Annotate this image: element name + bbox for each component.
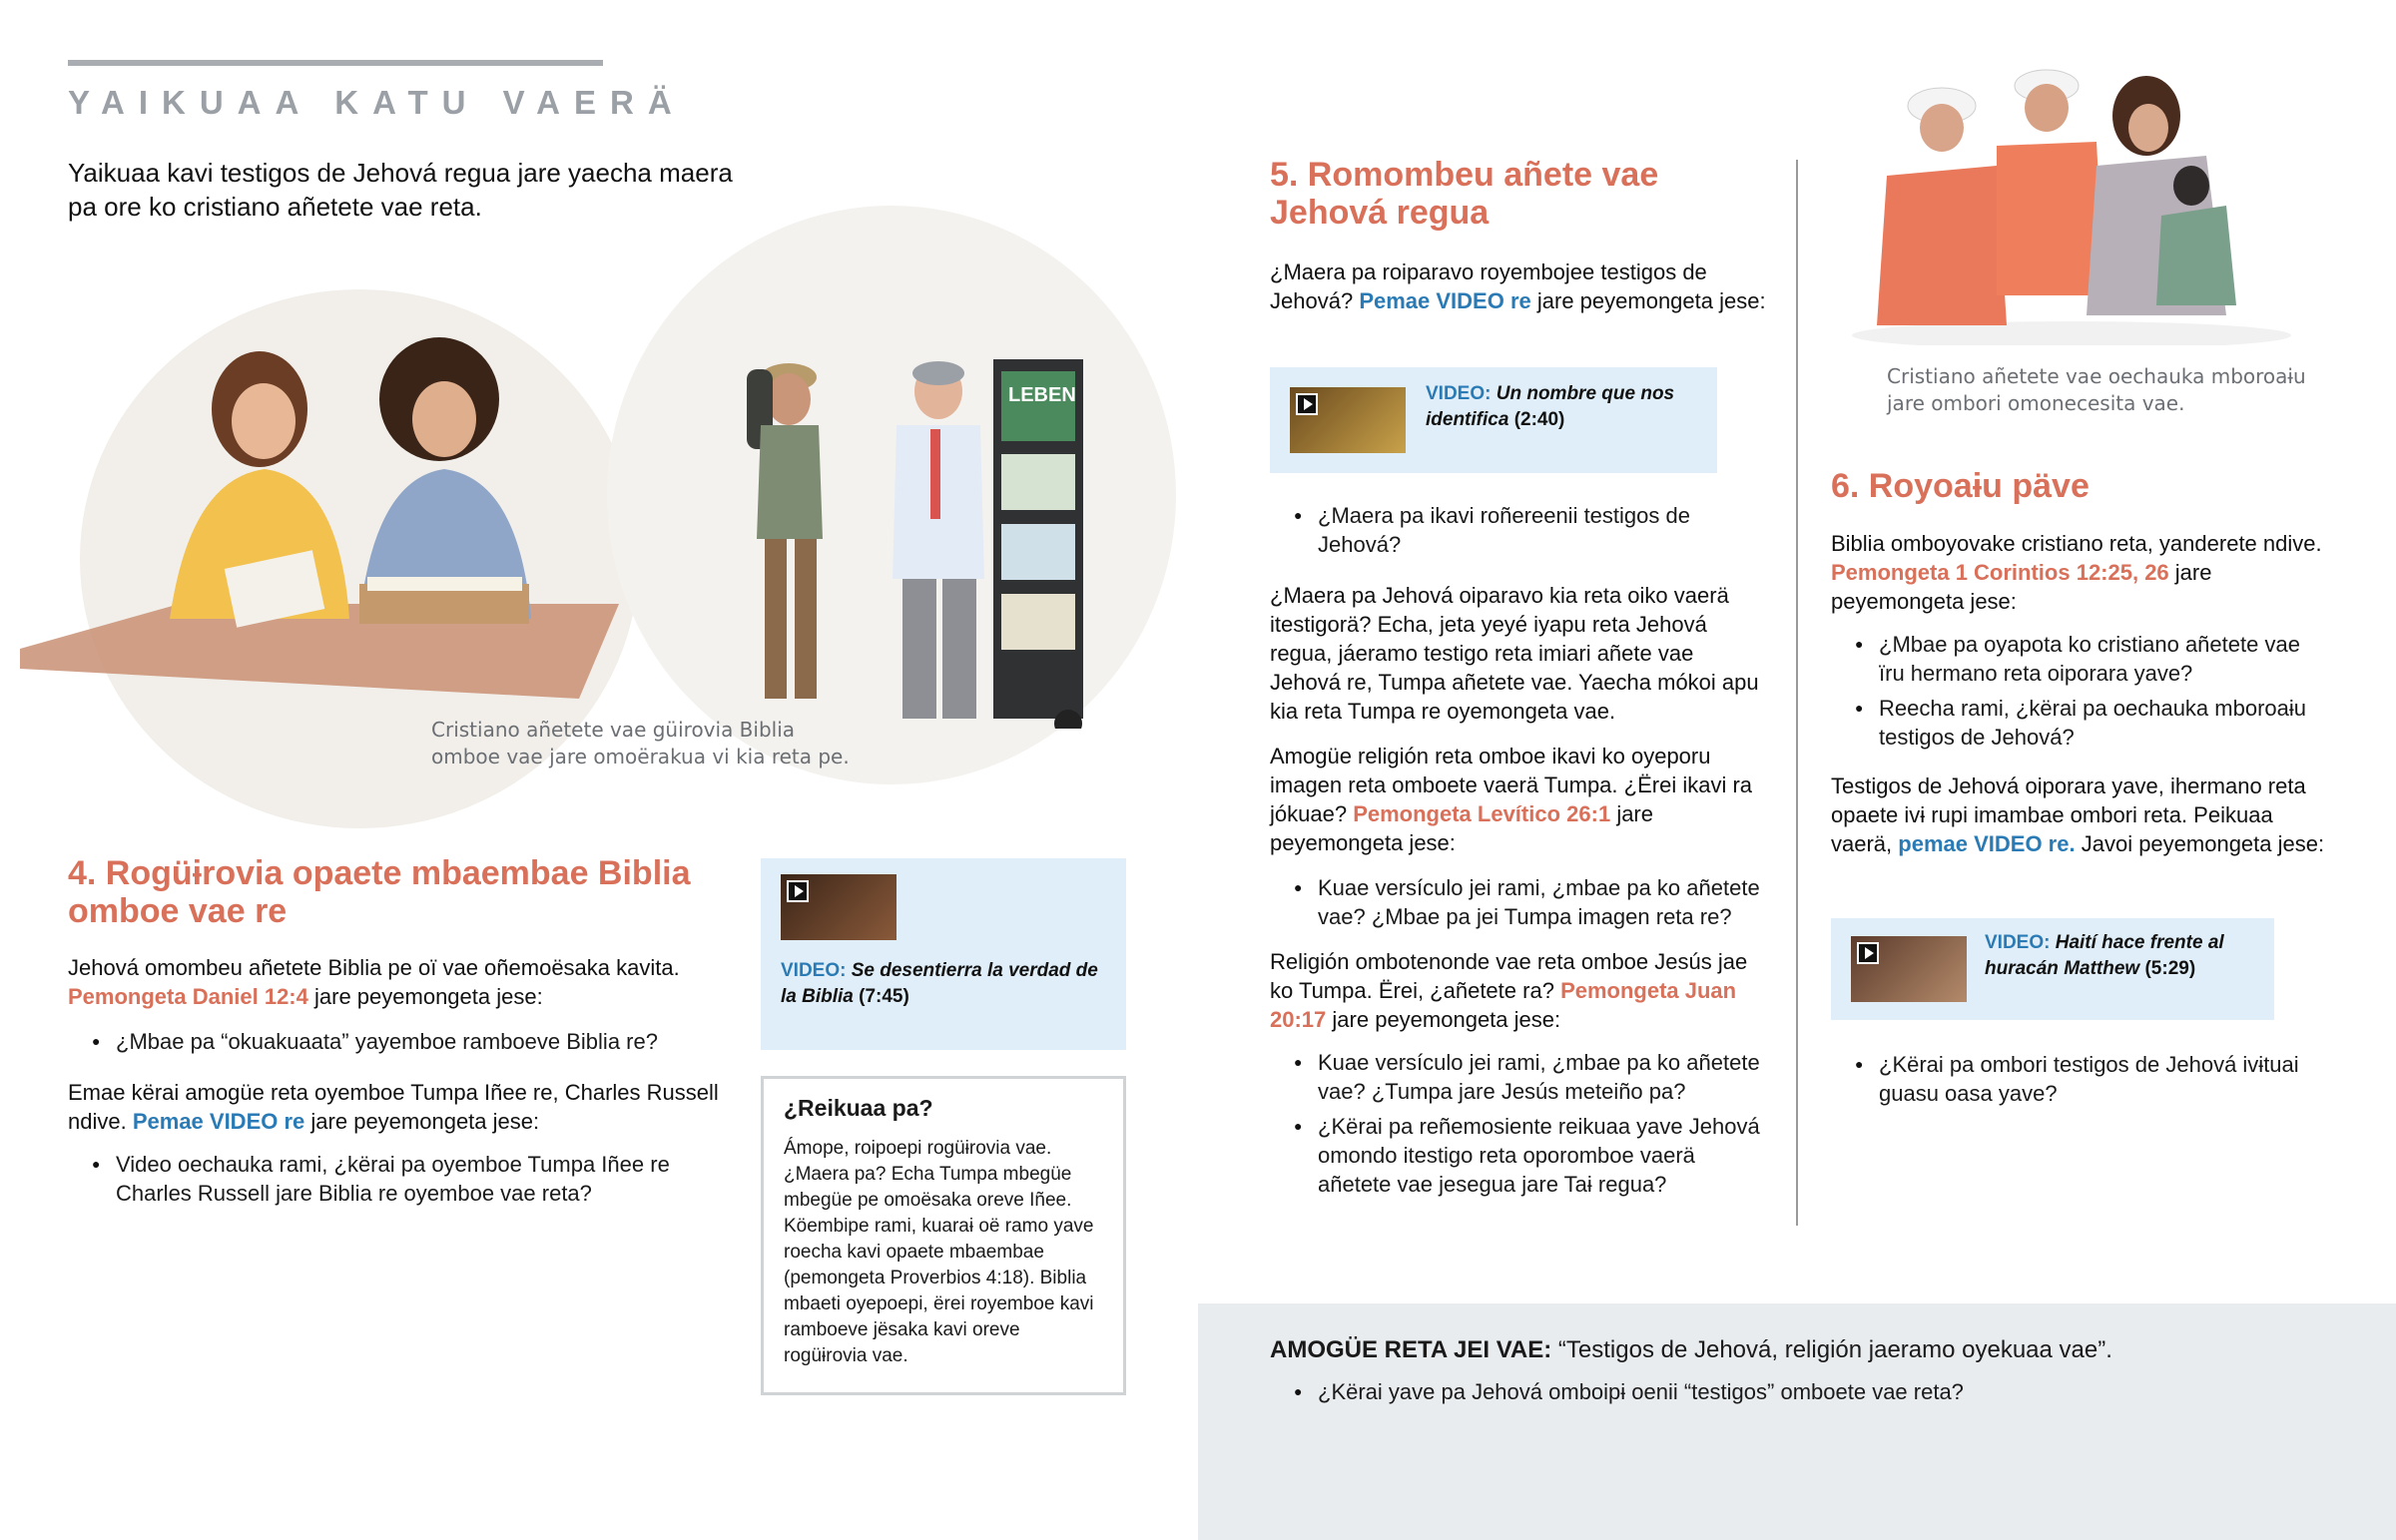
video-label: VIDEO: Haití hace frente al huracán Matthew (5:29) <box>1985 932 2224 979</box>
video-thumbnail[interactable] <box>781 874 897 940</box>
section5-question-3: ● Kuae versículo jei rami, ¿mbae pa ko añetete vae? ¿Tumpa jare Jesús meteiño pa? <box>1270 1048 1769 1106</box>
section6-question-1: ● ¿Mbae pa oyapota ko cristiano añetete vae ïru hermano reta oiporara yave? <box>1831 630 2330 688</box>
video-box-bible-truth[interactable] <box>761 858 1126 1050</box>
bible-study-illustration <box>20 329 1198 729</box>
section5-paragraph-1: ¿Maera pa roiparavo royembojee testigos de Jehová? Pemae VIDEO re jare peyemongeta jese: <box>1270 259 1766 313</box>
section6-question-2: ● Reecha rami, ¿kërai pa oechauka mboroaɨu testigos de Jehová? <box>1831 694 2330 752</box>
section4-title: 4. Rogüɨrovia opaete mbaembae Biblia omboe vae re <box>68 854 691 930</box>
footer-lead: AMOGÜE RETA JEI VAE: <box>1270 1336 1552 1363</box>
video-thumbnail[interactable] <box>1851 936 1967 1002</box>
section6-question-3: ● ¿Kërai pa ombori testigos de Jehová ivɨtuai guasu oasa yave? <box>1831 1050 2330 1108</box>
section5-paragraph-3: Amogüe religión reta omboe ikavi ko oyeporu imagen reta omboete vaerä Tumpa. ¿Ërei ikavi ra jókuae? Pemongeta Levítico 26:1 jare peyemongeta jese: <box>1270 744 1753 855</box>
did-you-know-text: Ámope, roipoepi rogüɨrovia vae. ¿Maera pa? Echa Tumpa mbegüe mbegüe pe omoësaka oreve Iñee. Köembipe rami, kuaraɨ oë ramo yave roecha kavi opaete mbaembae (pemongeta Proverbios 4:18). Biblia mbaeti oyepoepi, ërei royemboe kavi ramboeve jësaka kavi oreve rogüɨrovia vae. <box>784 1138 1094 1366</box>
scripture-link-john[interactable]: Pemongeta Juan 20:17 <box>1270 978 1737 1032</box>
rack-sign-text: LEBEN <box>1008 384 1076 406</box>
section4-paragraph-2: Emae kërai amogüe reta oyemboe Tumpa Iñee re, Charles Russell ndive. Pemae VIDEO re jare peyemongeta jese: <box>68 1080 719 1134</box>
video-label: VIDEO: Un nombre que nos identifica (2:40) <box>1426 383 1675 430</box>
play-icon[interactable] <box>1857 942 1879 964</box>
section5-question-1: ● ¿Maera pa ikavi roñereenii testigos de Jehová? <box>1270 501 1769 559</box>
footer-statement <box>1270 1334 2348 1366</box>
column-divider <box>1796 160 1798 1226</box>
video-box-haiti[interactable] <box>1831 918 2274 1020</box>
section5-body <box>1270 501 1769 1205</box>
play-icon[interactable] <box>1296 393 1318 415</box>
footer-question: ● ¿Kërai yave pa Jehová omboipɨ oenii “testigos” omboete vae reta? <box>1270 1377 2348 1406</box>
footer-quote: “Testigos de Jehová, religión jaeramo oyekuaa vae”. <box>1557 1336 2112 1363</box>
section4-body <box>68 953 727 1214</box>
video-box-name[interactable] <box>1270 367 1717 473</box>
section4-paragraph-1: Jehová omombeu añetete Biblia pe oï vae oñemoësaka kavita. Pemongeta Daniel 12:4 jare peyemongeta jese: <box>68 955 680 1009</box>
video-thumbnail[interactable] <box>1290 387 1406 453</box>
section6-body <box>1831 529 2330 858</box>
play-icon[interactable] <box>787 880 809 902</box>
footer-questions <box>1270 1377 2348 1412</box>
caption-study: Cristiano añetete vae güirovia Biblia omboe vae jare omoërakua vi kia reta pe. <box>431 718 850 769</box>
section6-final <box>1831 1050 2330 1114</box>
caption-relief: Cristiano añetete vae oechauka mboroaɨu jare ombori omonecesita vae. <box>1887 364 2306 415</box>
section5-intro <box>1270 257 1769 315</box>
section5-question-4: ● ¿Kërai pa reñemosiente reikuaa yave Jehová omondo itestigo reta oporomboe vaerä añetete vae jesegua jare Taɨ regua? <box>1270 1112 1769 1199</box>
watch-video-link-haiti[interactable]: pemae VIDEO re. <box>1898 831 2076 856</box>
section5-paragraph-4: Religión ombotenonde vae reta omboe Jesús jae ko Tumpa. Ërei, ¿añetete ra? Pemongeta Juan 20:17 jare peyemongeta jese: <box>1270 949 1748 1032</box>
section5-paragraph-2: ¿Maera pa Jehová oiparavo kia reta oiko vaerä itestigorä? Echa, jeta yeyé iyapu reta Jehová regua, jáeramo testigo reta imiari añete vae Jehová re, Tumpa añetete vae. Yaecha mókoi apu kia reta Tumpa re oyemongeta vae. <box>1270 583 1759 724</box>
section6-paragraph-1: Biblia omboyovake cristiano reta, yanderete ndive. Pemongeta 1 Corintios 12:25, 26 jare peyemongeta jese: <box>1831 531 2322 614</box>
section4-question-1: ● ¿Mbae pa “okuakuaata” yayemboe ramboeve Biblia re? <box>68 1027 727 1056</box>
section6-paragraph-2: Testigos de Jehová oiporara yave, ihermano reta opaete ivɨ rupi imambae ombori reta. Peikuaa vaerä, pemae VIDEO re. Javoi peyemongeta jese: <box>1831 773 2325 856</box>
section5-title: 5. Romombeu añete vae Jehová regua <box>1270 156 1659 232</box>
watch-video-link-russell[interactable]: Pemae VIDEO re <box>132 1109 305 1134</box>
disaster-relief-illustration <box>1847 56 2296 345</box>
scripture-link-daniel[interactable]: Pemongeta Daniel 12:4 <box>68 984 308 1009</box>
section4-question-2: ● Video oechauka rami, ¿kërai pa oyemboe Tumpa Iñee re Charles Russell jare Biblia re oyemboe vae reta? <box>68 1150 707 1208</box>
section-label: YAIKUAA KATU VAERÄ <box>68 84 686 121</box>
did-you-know-title: ¿Reikuaa pa? <box>784 1095 933 1121</box>
watch-video-link-name[interactable]: Pemae VIDEO re <box>1359 288 1531 313</box>
section5-question-2: ● Kuae versículo jei rami, ¿mbae pa ko añetete vae? ¿Mbae pa jei Tumpa imagen reta re? <box>1270 873 1769 931</box>
section6-title: 6. Royoaɨu päve <box>1831 467 2090 505</box>
intro-text: Yaikuaa kavi testigos de Jehová regua jare yaecha maera pa ore ko cristiano añetete vae reta. <box>68 158 733 222</box>
video-label: VIDEO: Se desentierra la verdad de la Biblia (7:45) <box>781 960 1098 1007</box>
scripture-link-corinthians[interactable]: Pemongeta 1 Corintios 12:25, 26 <box>1831 560 2169 585</box>
scripture-link-leviticus[interactable]: Pemongeta Levítico 26:1 <box>1353 801 1611 826</box>
header-rule <box>68 60 603 66</box>
did-you-know-box <box>761 1076 1126 1395</box>
